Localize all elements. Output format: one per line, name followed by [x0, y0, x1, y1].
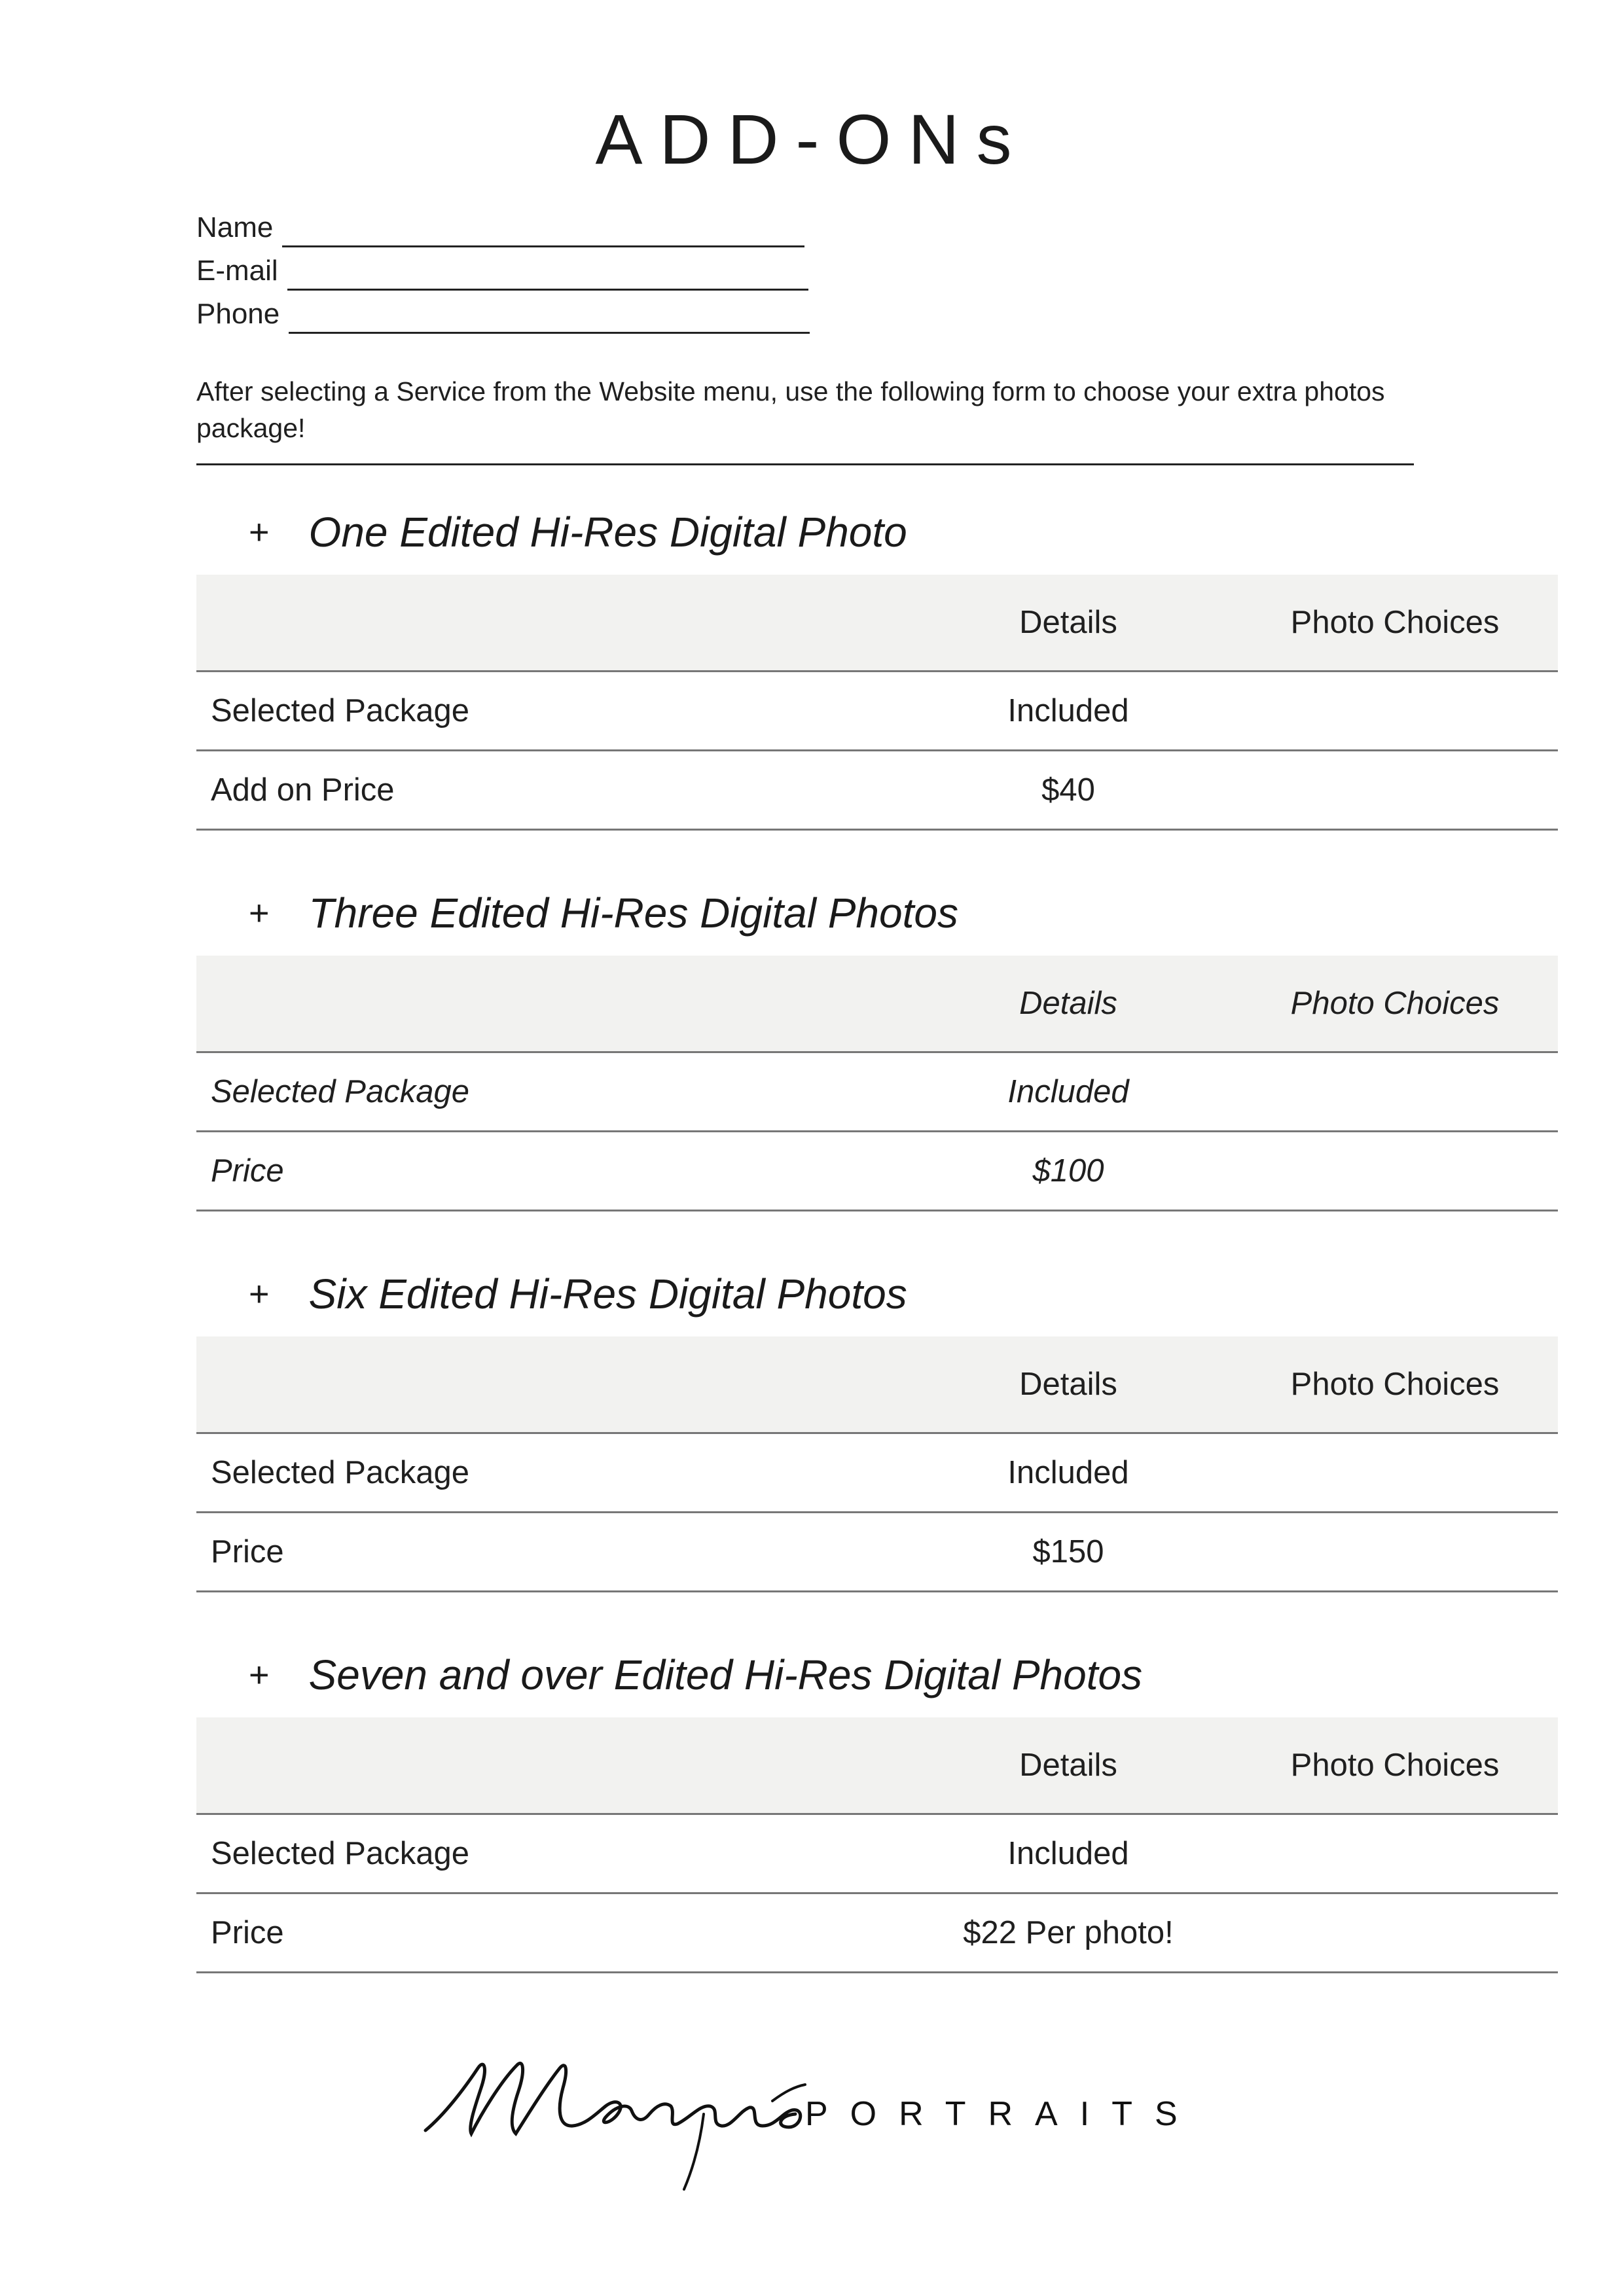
table-row	[196, 751, 1558, 830]
contact-form	[196, 204, 810, 334]
row-label: Add on Price	[196, 751, 905, 830]
logo-text: PORTRAITS	[805, 2095, 1200, 2133]
header-photo-choices: Photo Choices	[1232, 575, 1558, 672]
header-details: Details	[905, 575, 1232, 672]
row-photo-choices[interactable]	[1232, 1132, 1558, 1211]
table-row	[196, 1052, 1558, 1132]
row-photo-choices[interactable]	[1232, 1893, 1558, 1973]
header-cell	[196, 575, 905, 672]
row-details: Included	[905, 1814, 1232, 1893]
header-details: Details	[905, 1336, 1232, 1433]
row-details: $150	[905, 1513, 1232, 1592]
phone-row	[196, 291, 810, 334]
package-table	[196, 1717, 1558, 1973]
row-label: Price	[196, 1132, 905, 1211]
row-label: Selected Package	[196, 672, 905, 751]
plus-icon: +	[249, 893, 270, 933]
row-photo-choices[interactable]	[1232, 1814, 1558, 1893]
section-title	[196, 1251, 1558, 1336]
page-title: ADD-ONs	[595, 99, 1029, 179]
table-header	[196, 956, 1558, 1052]
header-photo-choices: Photo Choices	[1232, 1717, 1558, 1814]
table-row	[196, 1893, 1558, 1973]
row-details: $100	[905, 1132, 1232, 1211]
row-details: $40	[905, 751, 1232, 830]
header-cell	[196, 1717, 905, 1814]
row-label: Price	[196, 1893, 905, 1973]
package-table	[196, 1336, 1558, 1592]
plus-icon: +	[249, 512, 270, 552]
header-details: Details	[905, 956, 1232, 1052]
section-one-photo	[196, 490, 1558, 831]
header-cell	[196, 956, 905, 1052]
section-title-text: One Edited Hi-Res Digital Photo	[308, 509, 907, 556]
row-photo-choices[interactable]	[1232, 1513, 1558, 1592]
section-title-text: Three Edited Hi-Res Digital Photos	[308, 889, 958, 937]
email-field[interactable]	[287, 257, 808, 291]
section-title	[196, 490, 1558, 575]
row-details: Included	[905, 1433, 1232, 1513]
table-row	[196, 1433, 1558, 1513]
header-photo-choices: Photo Choices	[1232, 1336, 1558, 1433]
section-title-text: Seven and over Edited Hi-Res Digital Photos	[308, 1651, 1143, 1698]
phone-field[interactable]	[289, 300, 810, 334]
phone-label: Phone	[196, 298, 280, 330]
section-title	[196, 1632, 1558, 1717]
email-label: E-mail	[196, 255, 278, 287]
table-header	[196, 575, 1558, 672]
row-label: Selected Package	[196, 1433, 905, 1513]
section-title-text: Six Edited Hi-Res Digital Photos	[308, 1270, 907, 1318]
package-table	[196, 575, 1558, 831]
email-row	[196, 247, 810, 291]
table-header	[196, 1717, 1558, 1814]
name-row	[196, 204, 810, 247]
section-six-photos	[196, 1251, 1558, 1592]
header-cell	[196, 1336, 905, 1433]
header-details: Details	[905, 1717, 1232, 1814]
name-label: Name	[196, 211, 274, 243]
row-label: Price	[196, 1513, 905, 1592]
section-three-photos	[196, 870, 1558, 1211]
row-details: $22 Per photo!	[905, 1893, 1232, 1973]
row-label: Selected Package	[196, 1814, 905, 1893]
table-row	[196, 672, 1558, 751]
table-row	[196, 1132, 1558, 1211]
table-row	[196, 1513, 1558, 1592]
table-header	[196, 1336, 1558, 1433]
plus-icon: +	[249, 1655, 270, 1695]
section-seven-plus-photos	[196, 1632, 1558, 1973]
header-photo-choices: Photo Choices	[1232, 956, 1558, 1052]
row-photo-choices[interactable]	[1232, 1052, 1558, 1132]
row-photo-choices[interactable]	[1232, 1433, 1558, 1513]
row-details: Included	[905, 672, 1232, 751]
section-title	[196, 870, 1558, 956]
row-label: Selected Package	[196, 1052, 905, 1132]
plus-icon: +	[249, 1274, 270, 1314]
row-details: Included	[905, 1052, 1232, 1132]
package-table	[196, 956, 1558, 1211]
intro-text: After selecting a Service from the Website menu, use the following form to choose your extra photos package!	[196, 373, 1414, 465]
table-row	[196, 1814, 1558, 1893]
name-field[interactable]	[282, 214, 804, 247]
row-photo-choices[interactable]	[1232, 672, 1558, 751]
row-photo-choices[interactable]	[1232, 751, 1558, 830]
